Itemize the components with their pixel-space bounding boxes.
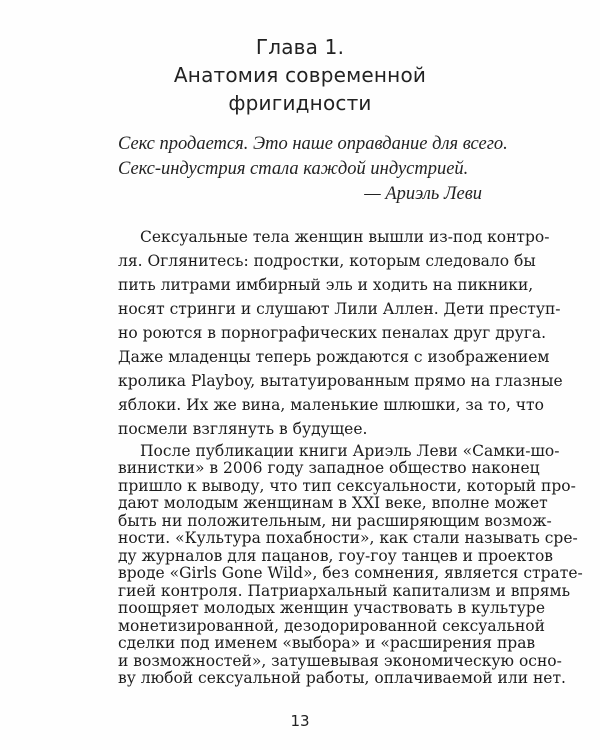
paragraph-line: сделки под именем «выбора» и «расширения прав	[118, 634, 536, 653]
paragraph-line: гией контроля. Патриархальный капитализм и впрямь	[118, 581, 571, 600]
paragraph-line: ности. «Культура похабности», как стали называть сре-	[118, 529, 578, 548]
epigraph-line-1: Секс продается. Это наше оправдание для всего.	[118, 134, 508, 154]
chapter-title-line-1: Анатомия современной	[173, 63, 427, 87]
page-number: 13	[290, 712, 310, 730]
chapter-number: Глава 1.	[255, 35, 345, 59]
epigraph-line-2: Секс-индустрия стала каждой индустрией.	[118, 159, 469, 179]
paragraph-line: винистки» в 2006 году западное общество наконец	[118, 459, 540, 478]
paragraph-line: носят стринги и слушают Лили Аллен. Дети преступ-	[118, 300, 561, 318]
paragraph-line: Сексуальные тела женщин вышли из-под контро-	[140, 228, 550, 246]
paragraph-line: пить литрами имбирный эль и ходить на пикники,	[118, 276, 534, 294]
paragraph-line: ду журналов для пацанов, гоу-гоу танцев и проектов	[118, 546, 553, 565]
paragraph-line: монетизированной, дезодорированной сексуальной	[118, 616, 545, 635]
paragraph-line: поощряет молодых женщин участвовать в культуре	[118, 599, 546, 618]
paragraph-line: Даже младенцы теперь рождаются с изображением	[118, 348, 550, 366]
paragraph-line: и возможностей», затушевывая экономическую осно-	[118, 651, 562, 670]
paragraph-line: но роются в порнографических пеналах друг друга.	[118, 324, 547, 342]
paragraph-line: ля. Оглянитесь: подростки, которым следовало бы	[118, 252, 536, 270]
paragraph-line: яблоки. Их же вина, маленькие шлюшки, за то, что	[118, 396, 544, 414]
paragraph-line: После публикации книги Ариэль Леви «Самки-шо-	[140, 442, 560, 460]
paragraph-line: быть ни положительным, ни расширяющим возмож-	[118, 511, 552, 530]
epigraph-author: — Ариэль Леви	[364, 184, 482, 204]
paragraph-line: посмели взглянуть в будущее.	[118, 420, 368, 438]
paragraph-line: ву любой сексуальной работы, оплачиваемой или нет.	[118, 669, 566, 687]
paragraph-line: дают молодым женщинам в XXI веке, вполне может	[118, 494, 548, 513]
paragraph-line: вроде «Girls Gone Wild», без сомнения, является страте-	[118, 564, 583, 583]
paragraph-line: кролика Playboy, вытатуированным прямо на глазные	[118, 372, 563, 390]
chapter-title-line-2: фригидности	[228, 91, 372, 115]
paragraph-line: пришло к выводу, что тип сексуальности, который про-	[118, 476, 576, 495]
